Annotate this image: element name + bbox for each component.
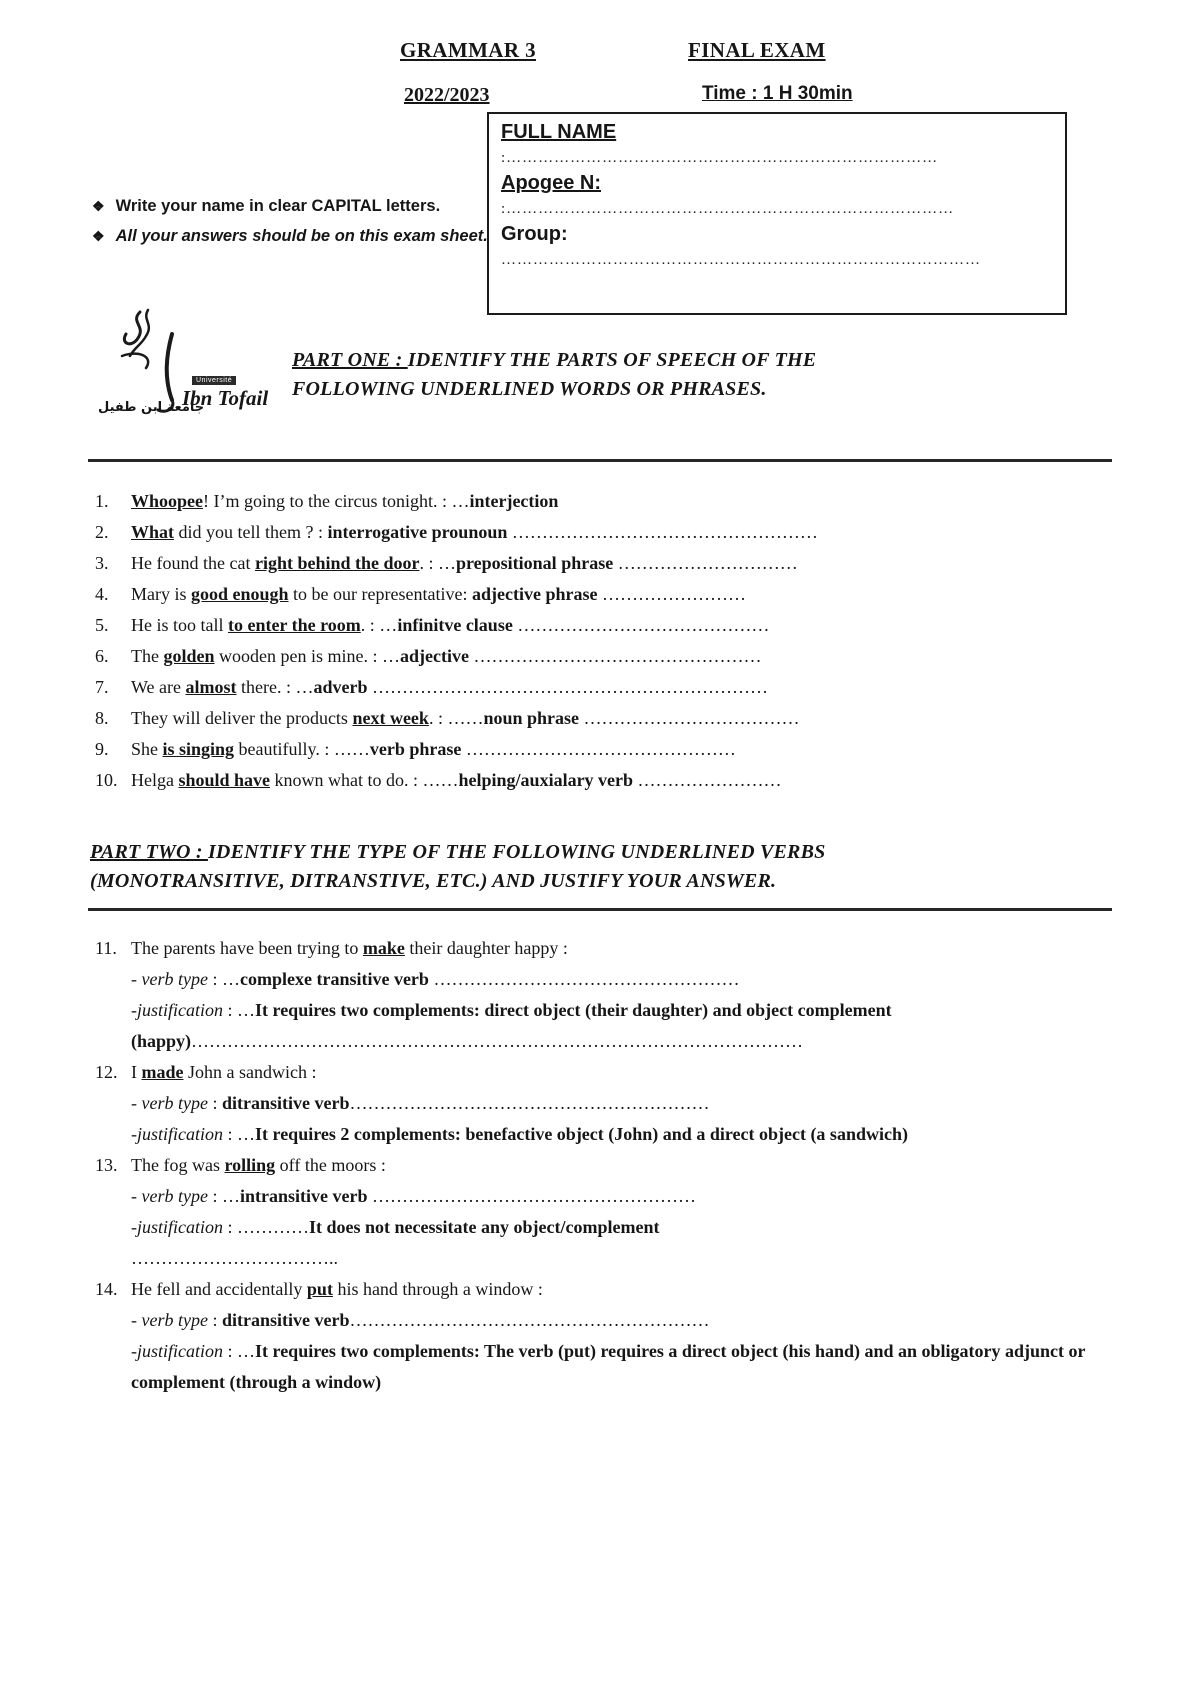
apogee-write-line: :………………………………………………………………………… — [501, 201, 955, 217]
part-one-item — [95, 610, 1105, 641]
text-segment: justification — [137, 1341, 224, 1361]
university-name-arabic: جامعة ابن طفيل — [98, 400, 205, 415]
item-line — [131, 1181, 1105, 1212]
part-two-item — [95, 1274, 1105, 1398]
text-segment: ……………………………… — [579, 708, 800, 728]
text-segment: good enough — [191, 584, 289, 604]
text-segment: off the moors : — [275, 1155, 386, 1175]
text-segment: It requires 2 complements: benefactive object (John) and a direct object (a sandwich) — [255, 1124, 908, 1144]
item-number: 13. — [95, 1155, 118, 1175]
course-title: GRAMMAR 3 — [400, 38, 536, 62]
text-segment: She — [131, 739, 163, 759]
part-two-heading — [90, 838, 910, 896]
item-line — [131, 1336, 1105, 1398]
text-segment: infinitve clause — [397, 615, 513, 635]
text-segment: their daughter happy : — [404, 938, 568, 958]
text-segment: . : …… — [428, 708, 484, 728]
item-line — [131, 964, 1105, 995]
text-segment: ditransitive verb — [221, 1310, 350, 1330]
text-segment: …………………………………… — [512, 615, 770, 635]
text-segment: ……………………………………… — [461, 739, 736, 759]
text-segment: It does not necessitate any object/complement — [309, 1217, 660, 1237]
text-segment: - — [131, 969, 142, 989]
item-number: 5. — [95, 615, 109, 635]
item-number: 9. — [95, 739, 109, 759]
item-number: 4. — [95, 584, 109, 604]
university-word-badge: Université — [192, 376, 236, 385]
group-write-line: ……………………………………………………………………………… — [501, 252, 981, 268]
item-number: 8. — [95, 708, 109, 728]
text-segment: justification — [137, 1124, 224, 1144]
text-segment: : … — [223, 1124, 256, 1144]
text-segment: - — [131, 1124, 137, 1144]
text-segment: verb phrase — [369, 739, 462, 759]
item-text — [131, 765, 1105, 796]
text-segment: made — [141, 1062, 184, 1082]
item-line — [131, 1057, 1105, 1088]
text-segment: What — [131, 522, 175, 542]
name-box — [487, 112, 1067, 315]
part-one-heading — [292, 346, 902, 404]
part-one-item — [95, 641, 1105, 672]
item-line — [131, 1212, 1105, 1243]
text-segment: to be our representative: — [288, 584, 472, 604]
item-text — [131, 703, 1105, 734]
part-one-item — [95, 517, 1105, 548]
part-one-list — [95, 486, 1105, 796]
text-segment: He found the cat — [131, 553, 255, 573]
text-segment: adjective phrase — [471, 584, 598, 604]
text-segment: - — [131, 1217, 137, 1237]
text-segment: John a sandwich : — [183, 1062, 317, 1082]
text-segment: : ………… — [223, 1217, 310, 1237]
exam-header-section — [0, 0, 1200, 462]
part-one-item — [95, 579, 1105, 610]
text-segment: …………………………….. — [131, 1248, 338, 1268]
group-label: Group: — [501, 223, 568, 245]
text-segment: …………………………………………… — [428, 969, 740, 989]
text-segment: Whoopee — [131, 491, 203, 511]
text-segment: : … — [223, 1341, 256, 1361]
text-segment: …………………… — [633, 770, 782, 790]
item-number: 7. — [95, 677, 109, 697]
text-segment: He is too tall — [131, 615, 228, 635]
text-segment: should have — [178, 770, 271, 790]
university-name-latin: Ibn Tofail — [182, 386, 269, 410]
item-number: 6. — [95, 646, 109, 666]
item-text — [131, 610, 1105, 641]
text-segment: complexe transitive verb — [239, 969, 429, 989]
instruction-item — [92, 224, 488, 248]
diamond-bullet-icon: ❖ — [92, 198, 105, 214]
text-segment: interjection — [469, 491, 559, 511]
text-segment: - — [131, 1093, 142, 1113]
text-segment: - — [131, 1186, 142, 1206]
part-one-item — [95, 486, 1105, 517]
section-divider — [88, 459, 1112, 462]
part-one-item — [95, 734, 1105, 765]
part-one-heading-text: IDENTIFY THE PARTS OF SPEECH OF THE FOLLOWING UNDERLINED WORDS OR PHRASES. — [292, 349, 817, 400]
text-segment: ………………………… — [613, 553, 798, 573]
part-one-label: PART ONE : — [292, 349, 408, 371]
text-segment: right behind the door — [254, 553, 420, 573]
text-segment: - — [131, 1000, 137, 1020]
text-segment: . : … — [419, 553, 456, 573]
item-number: 14. — [95, 1279, 118, 1299]
item-number: 12. — [95, 1062, 118, 1082]
text-segment: prepositional phrase — [456, 553, 614, 573]
item-number: 3. — [95, 553, 109, 573]
item-text — [131, 672, 1105, 703]
text-segment: The fog was — [131, 1155, 225, 1175]
item-text — [131, 1274, 1105, 1398]
text-segment: : — [207, 1310, 222, 1330]
text-segment: his hand through a window : — [332, 1279, 543, 1299]
item-line — [131, 933, 1105, 964]
text-segment: They will deliver the products — [131, 708, 353, 728]
diamond-bullet-icon: ❖ — [92, 228, 105, 244]
text-segment: The — [131, 646, 164, 666]
text-segment: justification — [137, 1217, 224, 1237]
text-segment: It requires two complements: The verb (put) requires a direct object (his hand) and an obligatory adjunct or complement (through a window) — [131, 1341, 1086, 1392]
part-one-item — [95, 672, 1105, 703]
item-line — [131, 995, 1105, 1057]
text-segment: verb type — [141, 1093, 208, 1113]
text-segment: ………………………………………… — [468, 646, 762, 666]
item-text — [131, 1150, 1105, 1274]
item-number: 2. — [95, 522, 109, 542]
text-segment: is singing — [162, 739, 235, 759]
item-text — [131, 1057, 1105, 1150]
exam-title: FINAL EXAM — [688, 38, 826, 62]
part-two-item — [95, 933, 1105, 1057]
item-line — [131, 1150, 1105, 1181]
text-segment: golden — [163, 646, 215, 666]
item-line — [131, 1119, 1105, 1150]
text-segment: ………………………………………………………………………………………… — [191, 1031, 804, 1051]
text-segment: adverb — [313, 677, 368, 697]
text-segment: He fell and accidentally — [131, 1279, 307, 1299]
text-segment: wooden pen is mine. : … — [214, 646, 400, 666]
text-segment: verb type — [141, 1310, 208, 1330]
text-segment: : … — [207, 969, 240, 989]
text-segment: …………………… — [597, 584, 746, 604]
text-segment: justification — [137, 1000, 224, 1020]
text-segment: . : … — [360, 615, 398, 635]
item-text — [131, 579, 1105, 610]
text-segment: rolling — [224, 1155, 276, 1175]
instructions-list — [92, 194, 488, 254]
text-segment: Helga — [131, 770, 179, 790]
part-one-item — [95, 765, 1105, 796]
part-two-heading-text: IDENTIFY THE TYPE OF THE FOLLOWING UNDERLINED VERBS (MONOTRANSITIVE, DITRANSTIVE, ETC.) AND JUSTIFY YOUR ANSWER. — [90, 841, 826, 892]
text-segment: intransitive verb — [239, 1186, 368, 1206]
part-one-item — [95, 548, 1105, 579]
text-segment: put — [306, 1279, 333, 1299]
item-text — [131, 548, 1105, 579]
text-segment: interrogative prounoun — [327, 522, 508, 542]
part-one-item — [95, 703, 1105, 734]
text-segment: helping/auxialary verb — [458, 770, 634, 790]
instruction-item — [92, 194, 488, 218]
item-text — [131, 517, 1105, 548]
text-segment: : … — [207, 1186, 240, 1206]
part-two-list — [95, 933, 1105, 1398]
text-segment: beautifully. : …… — [234, 739, 370, 759]
text-segment: : — [207, 1093, 222, 1113]
item-line — [131, 1274, 1105, 1305]
text-segment: Mary is — [131, 584, 191, 604]
text-segment: ……………………………………………… — [367, 1186, 696, 1206]
instruction-text: Write your name in clear CAPITAL letters. — [115, 197, 441, 215]
text-segment: known what to do. : …… — [270, 770, 459, 790]
full-name-write-line: :……………………………………………………………………… — [501, 150, 939, 166]
text-segment: verb type — [141, 969, 208, 989]
item-line — [131, 1305, 1105, 1336]
text-segment: verb type — [141, 1186, 208, 1206]
item-text — [131, 486, 1105, 517]
apogee-number-label: Apogee N: — [501, 172, 601, 194]
instruction-text: All your answers should be on this exam sheet. — [115, 227, 488, 245]
item-number: 11. — [95, 938, 117, 958]
part-two-item — [95, 1150, 1105, 1274]
item-line — [131, 1243, 1105, 1274]
text-segment: almost — [185, 677, 237, 697]
item-number: 10. — [95, 770, 118, 790]
text-segment: …………………………………………… — [507, 522, 818, 542]
university-logo — [96, 304, 276, 434]
text-segment: We are — [131, 677, 186, 697]
text-segment: ! I’m going to the circus tonight. : … — [203, 491, 470, 511]
text-segment: noun phrase — [483, 708, 579, 728]
text-segment: next week — [352, 708, 429, 728]
text-segment: ditransitive verb — [221, 1093, 350, 1113]
text-segment: - — [131, 1310, 142, 1330]
exam-duration: Time : 1 H 30min — [702, 83, 853, 104]
text-segment: The parents have been trying to — [131, 938, 363, 958]
text-segment: adjective — [399, 646, 469, 666]
text-segment: I — [131, 1062, 142, 1082]
academic-year: 2022/2023 — [404, 84, 490, 106]
item-text — [131, 734, 1105, 765]
text-segment: make — [362, 938, 405, 958]
item-line — [131, 1088, 1105, 1119]
full-name-label: FULL NAME — [501, 121, 617, 143]
section-divider — [88, 908, 1112, 911]
text-segment: …………………………………………………… — [349, 1310, 710, 1330]
text-segment: there. : … — [236, 677, 314, 697]
text-segment: to enter the room — [228, 615, 361, 635]
text-segment: It requires two complements: direct object (their daughter) and object complement (happy) — [131, 1000, 892, 1051]
text-segment: …………………………………………………… — [349, 1093, 710, 1113]
text-segment: ………………………………………………………… — [367, 677, 768, 697]
part-two-label: PART TWO : — [90, 841, 208, 863]
item-text — [131, 933, 1105, 1057]
text-segment: did you tell them ? : — [174, 522, 328, 542]
item-text — [131, 641, 1105, 672]
part-two-item — [95, 1057, 1105, 1150]
text-segment: - — [131, 1341, 137, 1361]
item-number: 1. — [95, 491, 109, 511]
text-segment: : … — [223, 1000, 256, 1020]
